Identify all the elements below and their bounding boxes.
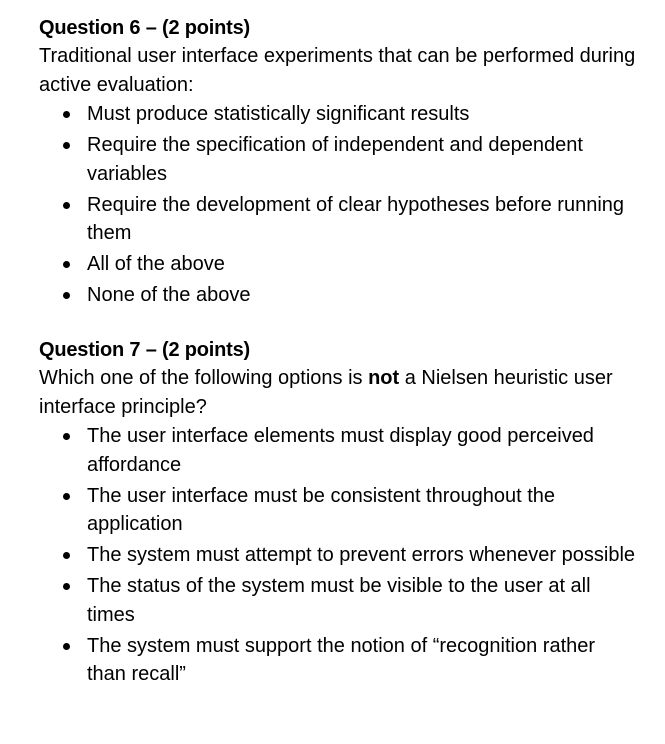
prompt-text: Which one of the following options is: [39, 367, 369, 389]
list-item: [39, 541, 639, 570]
question-prompt: [39, 42, 639, 100]
prompt-text: Traditional user interface experiments that can be performed during active evaluation:: [39, 45, 636, 96]
list-item: [39, 632, 639, 689]
question-spacer: [39, 312, 639, 336]
option-list: [39, 100, 639, 310]
list-item: [39, 250, 639, 279]
prompt-emphasis: not: [368, 367, 400, 389]
bullet-icon: [63, 261, 70, 268]
option-text: The status of the system must be visible to the user at all times: [87, 575, 591, 626]
question-title: Question 7 – (2 points): [39, 339, 250, 361]
bullet-icon: [63, 292, 70, 299]
option-text: None of the above: [87, 284, 251, 306]
option-text: The system must attempt to prevent errors whenever possible: [87, 544, 636, 566]
list-item: [39, 100, 639, 129]
option-list: [39, 422, 639, 689]
list-item: [39, 572, 639, 629]
bullet-icon: [63, 643, 70, 650]
option-text: The user interface elements must display good perceived affordance: [87, 425, 594, 476]
bullet-icon: [63, 493, 70, 500]
bullet-icon: [63, 111, 70, 118]
prompt-text-end: a Nielsen heuristic user interface principle?: [39, 367, 613, 418]
list-item: [39, 191, 639, 248]
bullet-icon: [63, 583, 70, 590]
option-text: The system must support the notion of “recognition rather than recall”: [87, 634, 596, 685]
bullet-icon: [63, 142, 70, 149]
option-text: Require the specification of independent and dependent variables: [87, 134, 583, 185]
list-item: [39, 131, 639, 188]
list-item: [39, 281, 639, 310]
question-title: Question 6 – (2 points): [39, 17, 250, 39]
question-prompt: [39, 364, 639, 422]
question-6: [39, 14, 639, 310]
option-text: Require the development of clear hypotheses before running them: [87, 193, 625, 244]
option-text: The user interface must be consistent throughout the application: [87, 484, 556, 535]
bullet-icon: [63, 552, 70, 559]
bullet-icon: [63, 202, 70, 209]
list-item: [39, 422, 639, 479]
option-text: All of the above: [87, 253, 225, 275]
bullet-icon: [63, 433, 70, 440]
list-item: [39, 482, 639, 539]
question-7: [39, 336, 639, 689]
document-page: [39, 14, 639, 691]
option-text: Must produce statistically significant results: [87, 103, 470, 125]
